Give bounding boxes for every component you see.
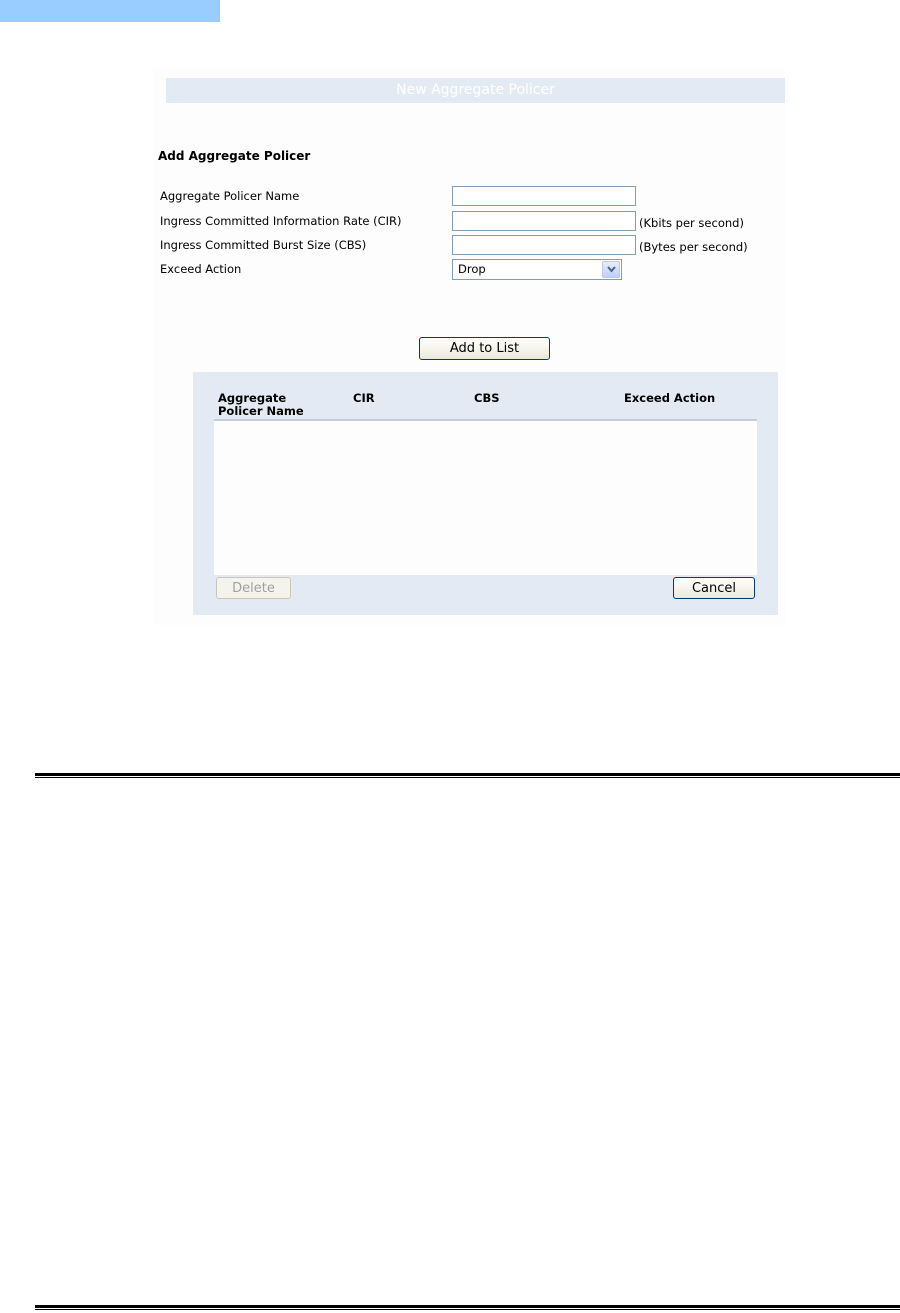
cancel-button[interactable]: Cancel — [673, 577, 755, 599]
column-header-cbs: CBS — [474, 391, 500, 405]
top-tab-marker — [0, 0, 220, 22]
dialog-title: New Aggregate Policer — [166, 78, 785, 103]
add-to-list-button[interactable]: Add to List — [419, 337, 550, 360]
name-label: Aggregate Policer Name — [160, 189, 300, 203]
cbs-unit: (Bytes per second) — [639, 240, 748, 254]
cir-input[interactable] — [452, 211, 636, 231]
column-header-name-line1: Aggregate — [218, 391, 287, 405]
chevron-down-icon — [607, 266, 616, 273]
exceed-action-value: Drop — [458, 262, 486, 276]
divider-bottom — [35, 1305, 900, 1310]
cir-label: Ingress Committed Information Rate (CIR) — [160, 214, 402, 228]
divider-top — [35, 773, 900, 778]
section-heading: Add Aggregate Policer — [158, 149, 311, 163]
cir-unit: (Kbits per second) — [639, 216, 744, 230]
cbs-input[interactable] — [452, 235, 636, 255]
column-header-cir: CIR — [353, 391, 375, 405]
policer-list[interactable] — [214, 419, 757, 575]
column-header-name — [218, 392, 304, 418]
delete-button[interactable]: Delete — [216, 577, 291, 599]
cbs-label: Ingress Committed Burst Size (CBS) — [160, 238, 367, 252]
exceed-action-label: Exceed Action — [160, 262, 242, 276]
policer-list-panel — [193, 372, 778, 615]
exceed-action-select[interactable] — [452, 259, 622, 280]
column-header-name-line2: Policer Name — [218, 404, 304, 418]
column-header-exceed-action: Exceed Action — [624, 391, 716, 405]
policer-name-input[interactable] — [452, 186, 636, 206]
dropdown-arrow-button[interactable] — [602, 261, 620, 278]
